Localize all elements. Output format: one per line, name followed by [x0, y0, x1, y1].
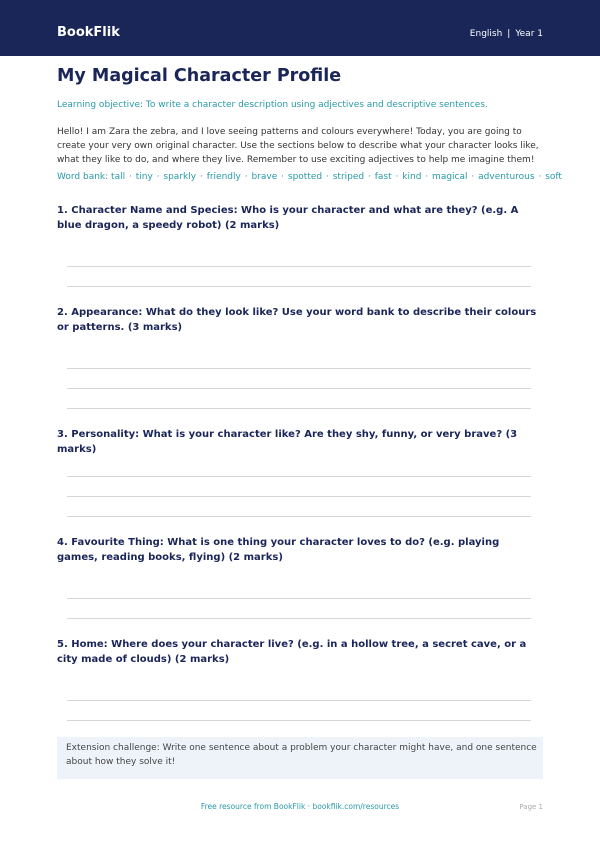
word-separator: · — [128, 172, 132, 182]
word-separator: · — [325, 172, 329, 182]
brand-logo[interactable]: BookFlik — [57, 25, 120, 40]
word-bank-word: brave — [251, 172, 278, 182]
extension-challenge-text: Extension challenge: Write one sentence about a problem your character might have, and one sentence about how they solve it! — [66, 743, 537, 767]
word-bank-word: sparkly — [163, 172, 197, 182]
word-bank-label: Word bank: — [57, 172, 109, 182]
word-bank-word: adventurous — [478, 172, 535, 182]
answer-line[interactable] — [67, 618, 531, 619]
word-bank-word: tiny — [135, 172, 153, 182]
word-bank — [57, 172, 562, 182]
question-2: 2. Appearance: What do they look like? Use your word bank to describe their colours or patterns. (3 marks) — [57, 307, 537, 333]
header-meta — [470, 29, 543, 39]
extension-challenge-box — [57, 737, 543, 779]
learning-objective: Learning objective: To write a character description using adjectives and descriptive sentences. — [57, 100, 488, 110]
word-bank-word: striped — [332, 172, 365, 182]
answer-line[interactable] — [67, 388, 531, 389]
word-separator: · — [538, 172, 542, 182]
answer-line[interactable] — [67, 408, 531, 409]
word-bank-word: tall — [111, 172, 126, 182]
word-bank-word: soft — [545, 172, 562, 182]
answer-line[interactable] — [67, 266, 531, 267]
year-label: Year 1 — [515, 29, 543, 39]
answer-line[interactable] — [67, 598, 531, 599]
word-bank-word: friendly — [206, 172, 241, 182]
answer-line[interactable] — [67, 476, 531, 477]
answer-line[interactable] — [67, 368, 531, 369]
answer-line[interactable] — [67, 286, 531, 287]
word-separator: · — [471, 172, 475, 182]
word-separator: · — [244, 172, 248, 182]
question-5: 5. Home: Where does your character live? (e.g. in a hollow tree, a secret cave, or a city made of clouds) (2 marks) — [57, 639, 527, 665]
question-1: 1. Character Name and Species: Who is your character and what are they? (e.g. A blue dragon, a speedy robot) (2 marks) — [57, 205, 519, 231]
word-bank-word: kind — [402, 172, 422, 182]
word-separator: · — [199, 172, 203, 182]
word-bank-word: magical — [432, 172, 468, 182]
word-bank-word: fast — [374, 172, 392, 182]
word-separator: · — [425, 172, 429, 182]
word-separator: · — [281, 172, 285, 182]
question-3: 3. Personality: What is your character like? Are they shy, funny, or very brave? (3 marks) — [57, 429, 518, 455]
footer-source[interactable]: Free resource from BookFlik · bookflik.com/resources — [200, 802, 400, 811]
word-separator: · — [368, 172, 371, 182]
answer-line[interactable] — [67, 720, 531, 721]
word-bank-word: spotted — [287, 172, 323, 182]
answer-line[interactable] — [67, 496, 531, 497]
question-4: 4. Favourite Thing: What is one thing your character loves to do? (e.g. playing games, reading books, flying) (2 marks) — [57, 537, 500, 563]
word-separator: · — [395, 172, 399, 182]
answer-line[interactable] — [67, 700, 531, 701]
page-number: Page 1 — [519, 803, 543, 811]
header-separator: | — [507, 29, 511, 39]
page-title: My Magical Character Profile — [57, 66, 342, 86]
answer-line[interactable] — [67, 516, 531, 517]
header-bar — [0, 0, 600, 56]
intro-text: Hello! I am Zara the zebra, and I love seeing patterns and colours everywhere! Today, you are going to create your very own original character. Use the sections below to describe what your character looks like, what they like to do, and where they live. Remember to use exciting adjectives to help me imagine them! — [57, 127, 539, 165]
word-separator: · — [156, 172, 160, 182]
subject-label: English — [469, 29, 503, 39]
